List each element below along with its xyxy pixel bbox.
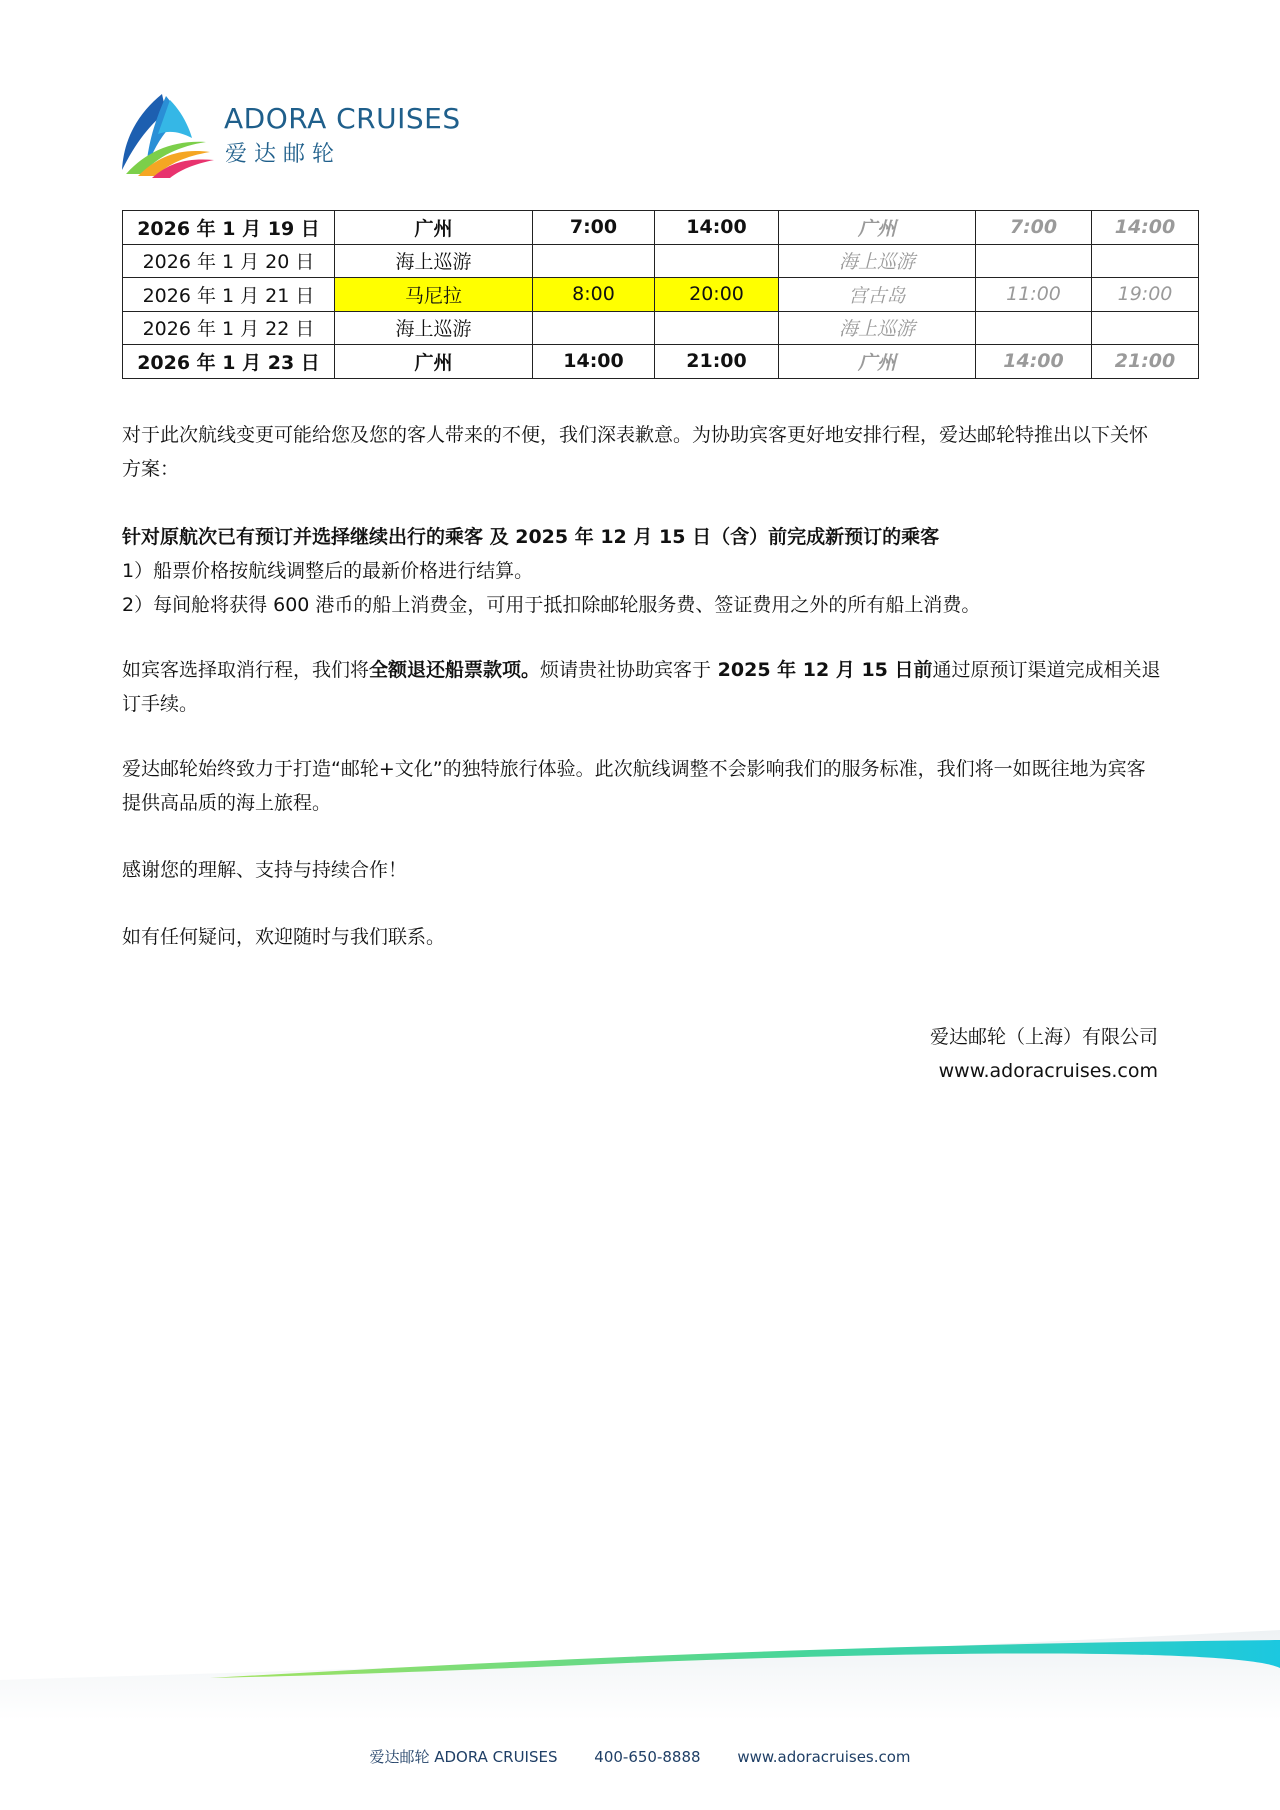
thanks-paragraph: 感谢您的理解、支持与持续合作！ <box>122 859 408 881</box>
depart-time-cell <box>655 244 779 278</box>
original-depart-cell: 19:00 <box>1092 278 1199 312</box>
apology-paragraph: 对于此次航线变更可能给您及您的客人带来的不便，我们深表歉意。为协助宾客更好地安排行程，爱达邮轮特推出以下关怀方案： <box>122 424 1149 480</box>
original-arrive-cell: 7:00 <box>976 211 1092 245</box>
depart-time-cell: 21:00 <box>655 345 779 379</box>
adora-cruises-logo <box>118 90 478 178</box>
commitment-paragraph: 爱达邮轮始终致力于打造“邮轮+文化”的独特旅行体验。此次航线调整不会影响我们的服务标准，我们将一如既往地为宾客提供高品质的海上旅程。 <box>122 758 1146 814</box>
cancellation-paragraph: 如宾客选择取消行程，我们将全额退还船票款项。烦请贵社协助宾客于 2025 年 12 月 15 日前通过原预订渠道完成相关退订手续。 <box>122 659 1161 715</box>
offer-heading: 针对原航次已有预订并选择继续出行的乘客 及 2025 年 12 月 15 日（含）前完成新预订的乘客 <box>122 526 940 548</box>
company-name: 爱达邮轮（上海）有限公司 <box>929 1026 1158 1048</box>
port-cell: 广州 <box>335 345 533 379</box>
original-arrive-cell: 11:00 <box>976 278 1092 312</box>
footer-website-link[interactable]: www.adoracruises.com <box>737 1748 911 1766</box>
original-depart-cell <box>1092 311 1199 345</box>
arrive-time-cell <box>533 311 655 345</box>
port-cell: 广州 <box>335 211 533 245</box>
offer-item: 1）船票价格按航线调整后的最新价格进行结算。 <box>122 560 534 582</box>
date-cell: 2026 年 1 月 21 日 <box>123 278 335 312</box>
itinerary-row <box>123 345 1199 379</box>
original-depart-cell <box>1092 244 1199 278</box>
port-cell: 海上巡游 <box>335 311 533 345</box>
footer <box>0 1746 1280 1767</box>
deadline-text: 2025 年 12 月 15 日前 <box>711 659 933 681</box>
full-refund-text: 全额退还船票款项。 <box>369 659 541 681</box>
date-cell: 2026 年 1 月 22 日 <box>123 311 335 345</box>
offer-section <box>122 520 1162 622</box>
date-cell: 2026 年 1 月 20 日 <box>123 244 335 278</box>
signature-block <box>930 1020 1158 1088</box>
itinerary-row <box>123 278 1199 312</box>
itinerary-table <box>122 210 1199 379</box>
arrive-time-cell: 14:00 <box>533 345 655 379</box>
port-cell: 马尼拉 <box>335 278 533 312</box>
original-arrive-cell <box>976 244 1092 278</box>
decorative-wave <box>0 1610 1280 1720</box>
brand-name-cn: 爱达邮轮 <box>225 142 342 167</box>
original-port-cell: 海上巡游 <box>779 244 976 278</box>
original-port-cell: 广州 <box>779 211 976 245</box>
original-port-cell: 广州 <box>779 345 976 379</box>
original-depart-cell: 14:00 <box>1092 211 1199 245</box>
company-website-link[interactable]: www.adoracruises.com <box>938 1060 1158 1082</box>
original-port-cell: 宫古岛 <box>779 278 976 312</box>
itinerary-row <box>123 211 1199 245</box>
arrive-time-cell: 8:00 <box>533 278 655 312</box>
original-arrive-cell: 14:00 <box>976 345 1092 379</box>
offer-item: 2）每间舱将获得 600 港币的船上消费金，可用于抵扣除邮轮服务费、签证费用之外的所有船上消费。 <box>122 594 981 616</box>
depart-time-cell <box>655 311 779 345</box>
port-cell: 海上巡游 <box>335 244 533 278</box>
date-cell: 2026 年 1 月 23 日 <box>123 345 335 379</box>
original-depart-cell: 21:00 <box>1092 345 1199 379</box>
date-cell: 2026 年 1 月 19 日 <box>123 211 335 245</box>
footer-brand: 爱达邮轮 ADORA CRUISES <box>369 1748 558 1766</box>
original-port-cell: 海上巡游 <box>779 311 976 345</box>
itinerary-row <box>123 244 1199 278</box>
arrive-time-cell <box>533 244 655 278</box>
depart-time-cell: 14:00 <box>655 211 779 245</box>
contact-paragraph: 如有任何疑问，欢迎随时与我们联系。 <box>122 926 446 948</box>
itinerary-row <box>123 311 1199 345</box>
sail-logo-icon <box>118 90 218 178</box>
arrive-time-cell: 7:00 <box>533 211 655 245</box>
footer-phone: 400-650-8888 <box>594 1748 701 1766</box>
original-arrive-cell <box>976 311 1092 345</box>
brand-name-en: ADORA CRUISES <box>224 102 461 135</box>
depart-time-cell: 20:00 <box>655 278 779 312</box>
